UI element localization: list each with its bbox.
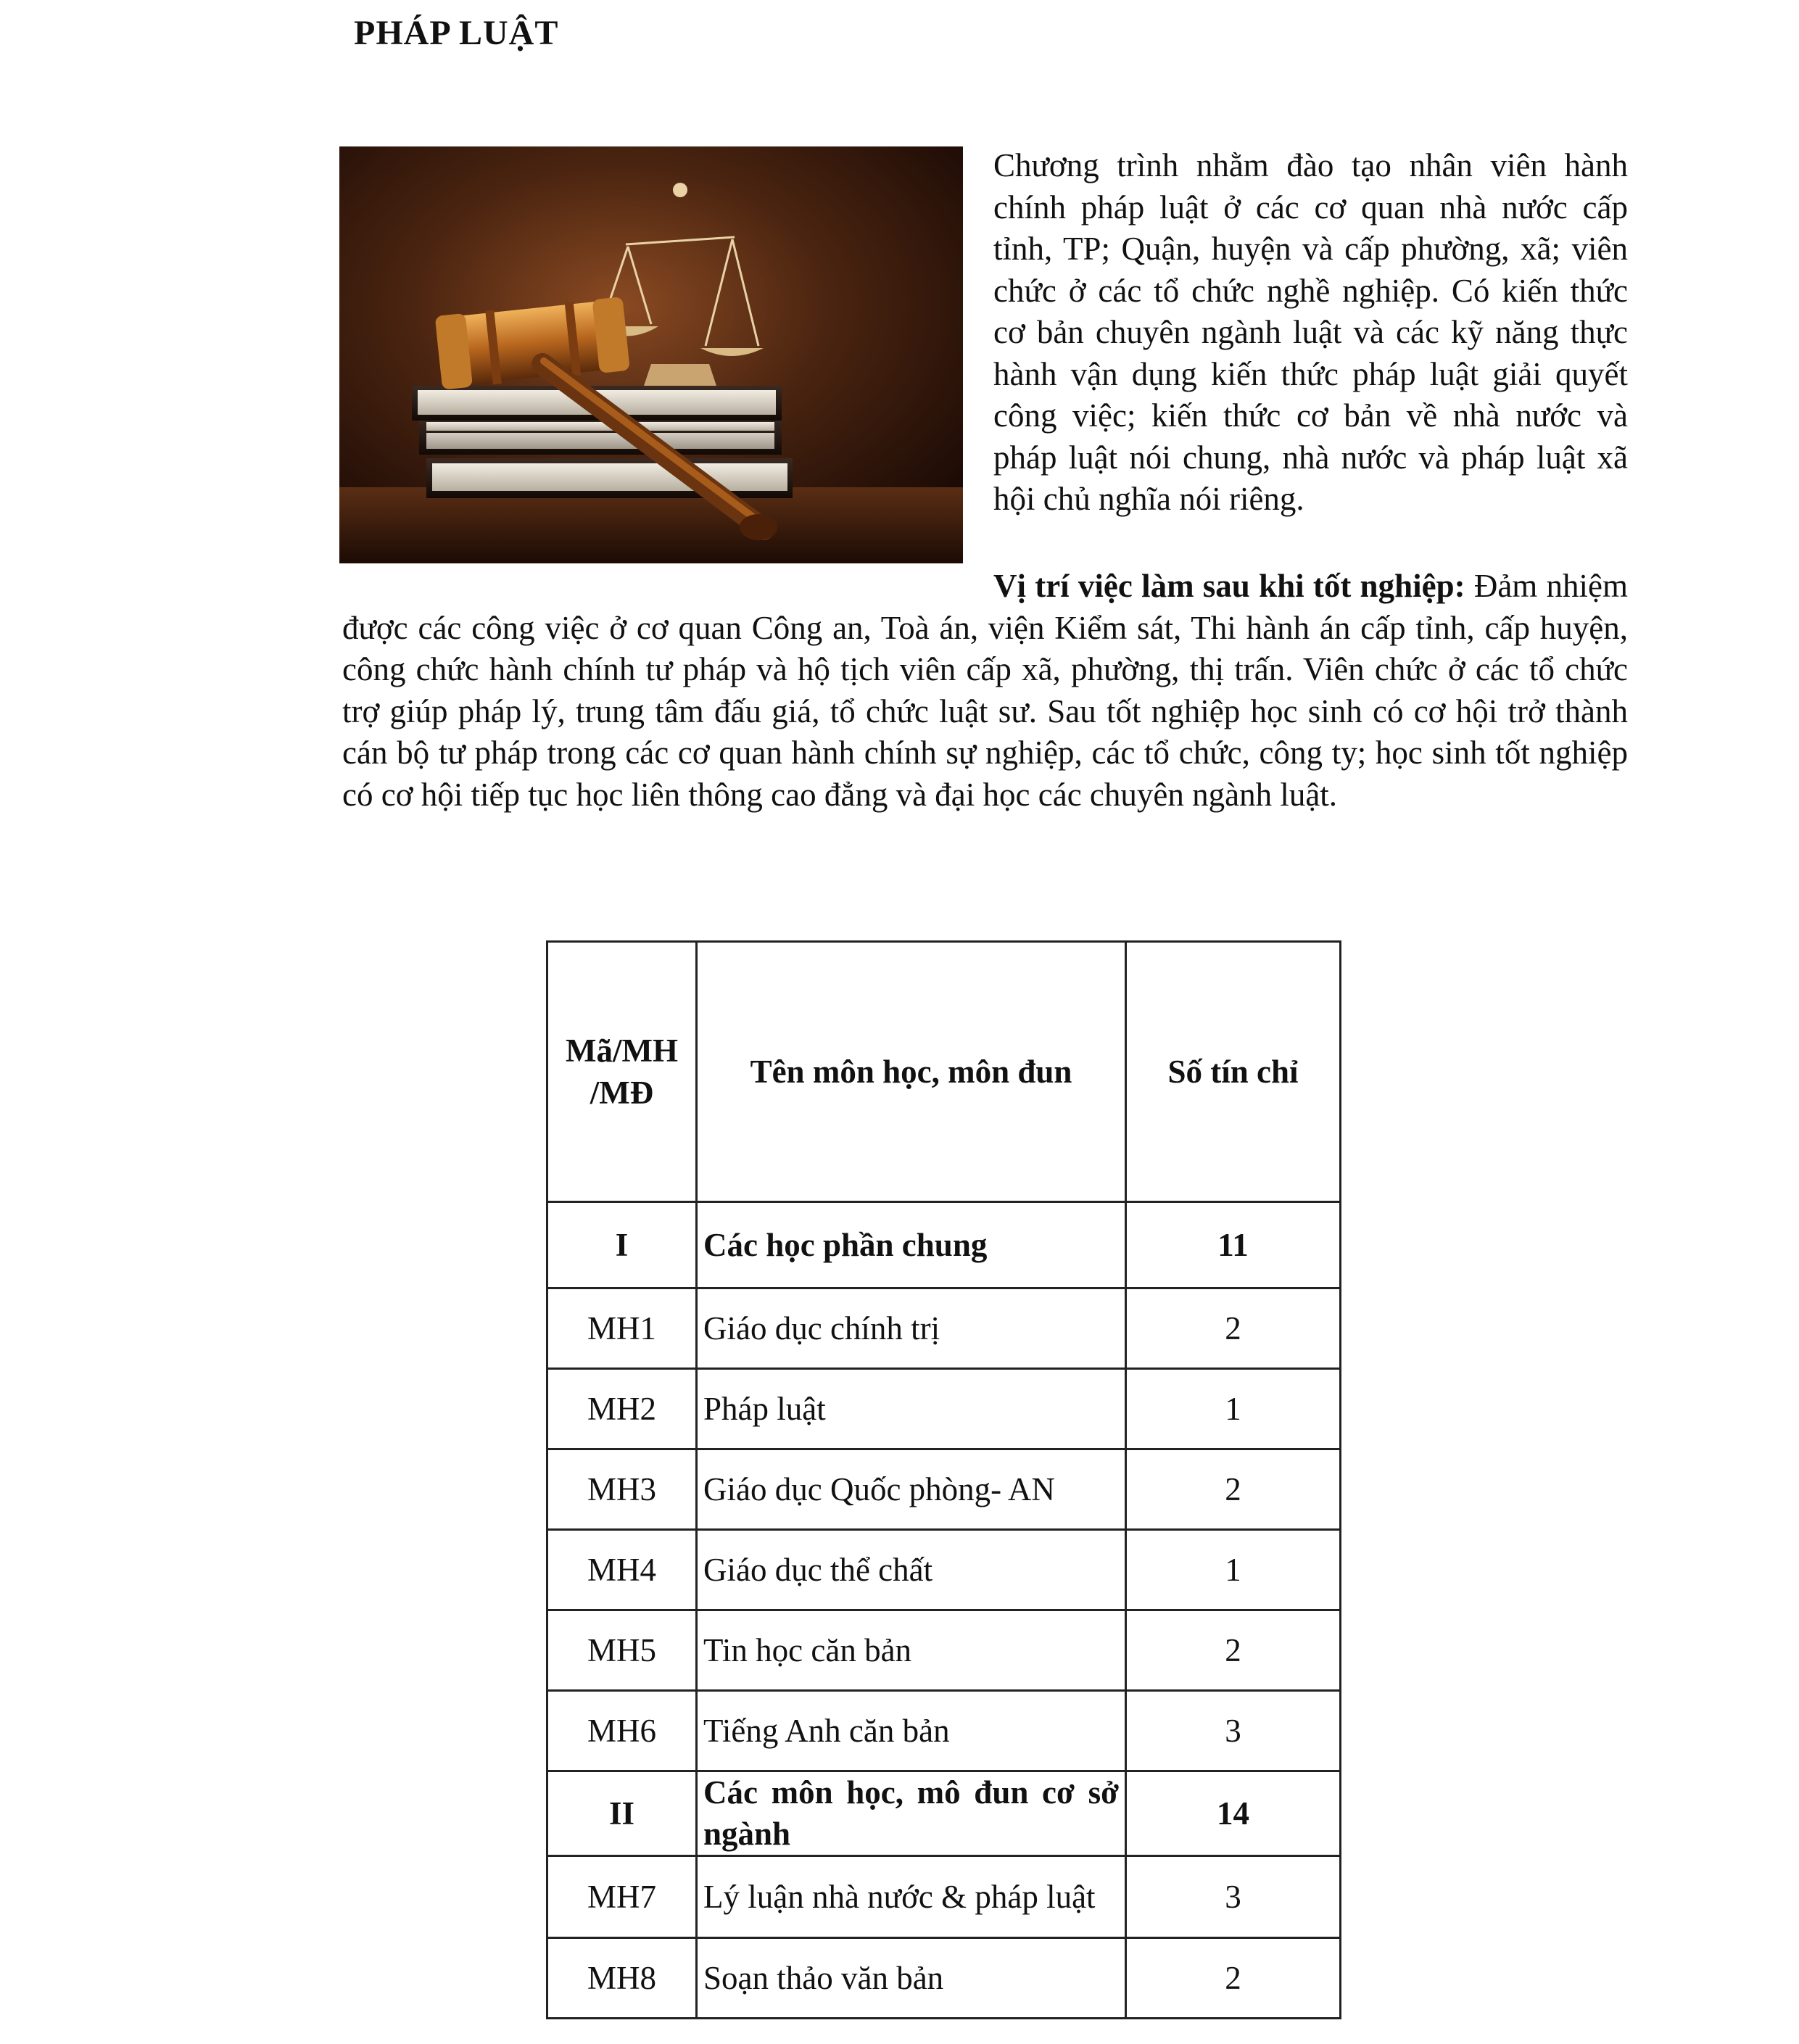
row-code: I	[547, 1202, 697, 1288]
row-code: MH2	[547, 1369, 697, 1449]
row-name: Pháp luật	[697, 1369, 1126, 1449]
table-row	[547, 1771, 1341, 1856]
career-text: Đảm nhiệm được các công việc ở cơ quan Công an, Toà án, viện Kiểm sát, Thi hành án cấp tỉnh, cấp huyện, công chức hành chính tư pháp và hộ tịch viên cấp xã, phường, thị trấn. Viên chức ở các tổ chức trợ giúp pháp lý, trung tâm đấu giá, tổ chức luật sư. Sau tốt nghiệp học sinh có cơ hội trở thành cán bộ tư pháp trong các cơ quan hành chính sự nghiệp, các tổ chức, công ty; học sinh tốt nghiệp có cơ hội tiếp tục học liên thông cao đẳng và đại học các chuyên ngành luật.	[342, 568, 1629, 813]
header-credits: Số tín chỉ	[1126, 942, 1341, 1202]
row-name: Giáo dục thể chất	[697, 1530, 1126, 1610]
career-heading: Vị trí việc làm sau khi tốt nghiệp:	[993, 568, 1465, 604]
row-name: Tin học căn bản	[697, 1610, 1126, 1691]
table-row	[547, 1610, 1341, 1691]
row-name: Giáo dục chính trị	[697, 1288, 1126, 1369]
row-name: Soạn thảo văn bản	[697, 1938, 1126, 2019]
row-credits: 2	[1126, 1449, 1341, 1530]
row-name: Giáo dục Quốc phòng- AN	[697, 1449, 1126, 1530]
table-row	[547, 1202, 1341, 1288]
page-title: PHÁP LUẬT	[354, 14, 559, 52]
table-header-row	[547, 942, 1341, 1202]
row-name: Lý luận nhà nước & pháp luật	[697, 1856, 1126, 1938]
row-code: II	[547, 1771, 697, 1856]
table-row	[547, 1369, 1341, 1449]
row-code: MH1	[547, 1288, 697, 1369]
curriculum-table	[546, 940, 1341, 2019]
row-credits: 14	[1126, 1771, 1341, 1856]
row-code: MH4	[547, 1530, 697, 1610]
row-code: MH8	[547, 1938, 697, 2019]
row-code: MH5	[547, 1610, 697, 1691]
header-code: Mã/MH /MĐ	[547, 942, 697, 1202]
table-row	[547, 1530, 1341, 1610]
row-code: MH7	[547, 1856, 697, 1938]
row-credits: 2	[1126, 1288, 1341, 1369]
gavel-and-scales-photo	[339, 146, 963, 563]
row-code: MH6	[547, 1691, 697, 1771]
row-credits: 3	[1126, 1691, 1341, 1771]
header-subject-name: Tên môn học, môn đun	[697, 942, 1126, 1202]
row-credits: 3	[1126, 1856, 1341, 1938]
row-name: Các học phần chung	[697, 1202, 1126, 1288]
intro-paragraph: Chương trình nhằm đào tạo nhân viên hành chính pháp luật ở các cơ quan nhà nước cấp tỉnh, TP; Quận, huyện và cấp phường, xã; viên chức ở các tổ chức nghề nghiệp. Có kiến thức cơ bản chuyên ngành luật và các kỹ năng thực hành vận dụng kiến thức pháp luật giải quyết công việc; kiến thức cơ bản về nhà nước và pháp luật nói chung, nhà nước và pháp luật xã hội chủ nghĩa nói riêng.	[993, 147, 1628, 517]
row-credits: 1	[1126, 1369, 1341, 1449]
row-code: MH3	[547, 1449, 697, 1530]
table-row	[547, 1449, 1341, 1530]
career-paragraph	[342, 566, 1628, 816]
row-credits: 1	[1126, 1530, 1341, 1610]
row-credits: 2	[1126, 1938, 1341, 2019]
row-name: Tiếng Anh căn bản	[697, 1691, 1126, 1771]
table-row	[547, 1691, 1341, 1771]
row-name: Các môn học, mô đun cơ sở ngành	[697, 1771, 1126, 1856]
table-row	[547, 1856, 1341, 1938]
table-row	[547, 1938, 1341, 2019]
row-credits: 11	[1126, 1202, 1341, 1288]
row-credits: 2	[1126, 1610, 1341, 1691]
table-row	[547, 1288, 1341, 1369]
gavel-scales-image	[339, 146, 963, 563]
